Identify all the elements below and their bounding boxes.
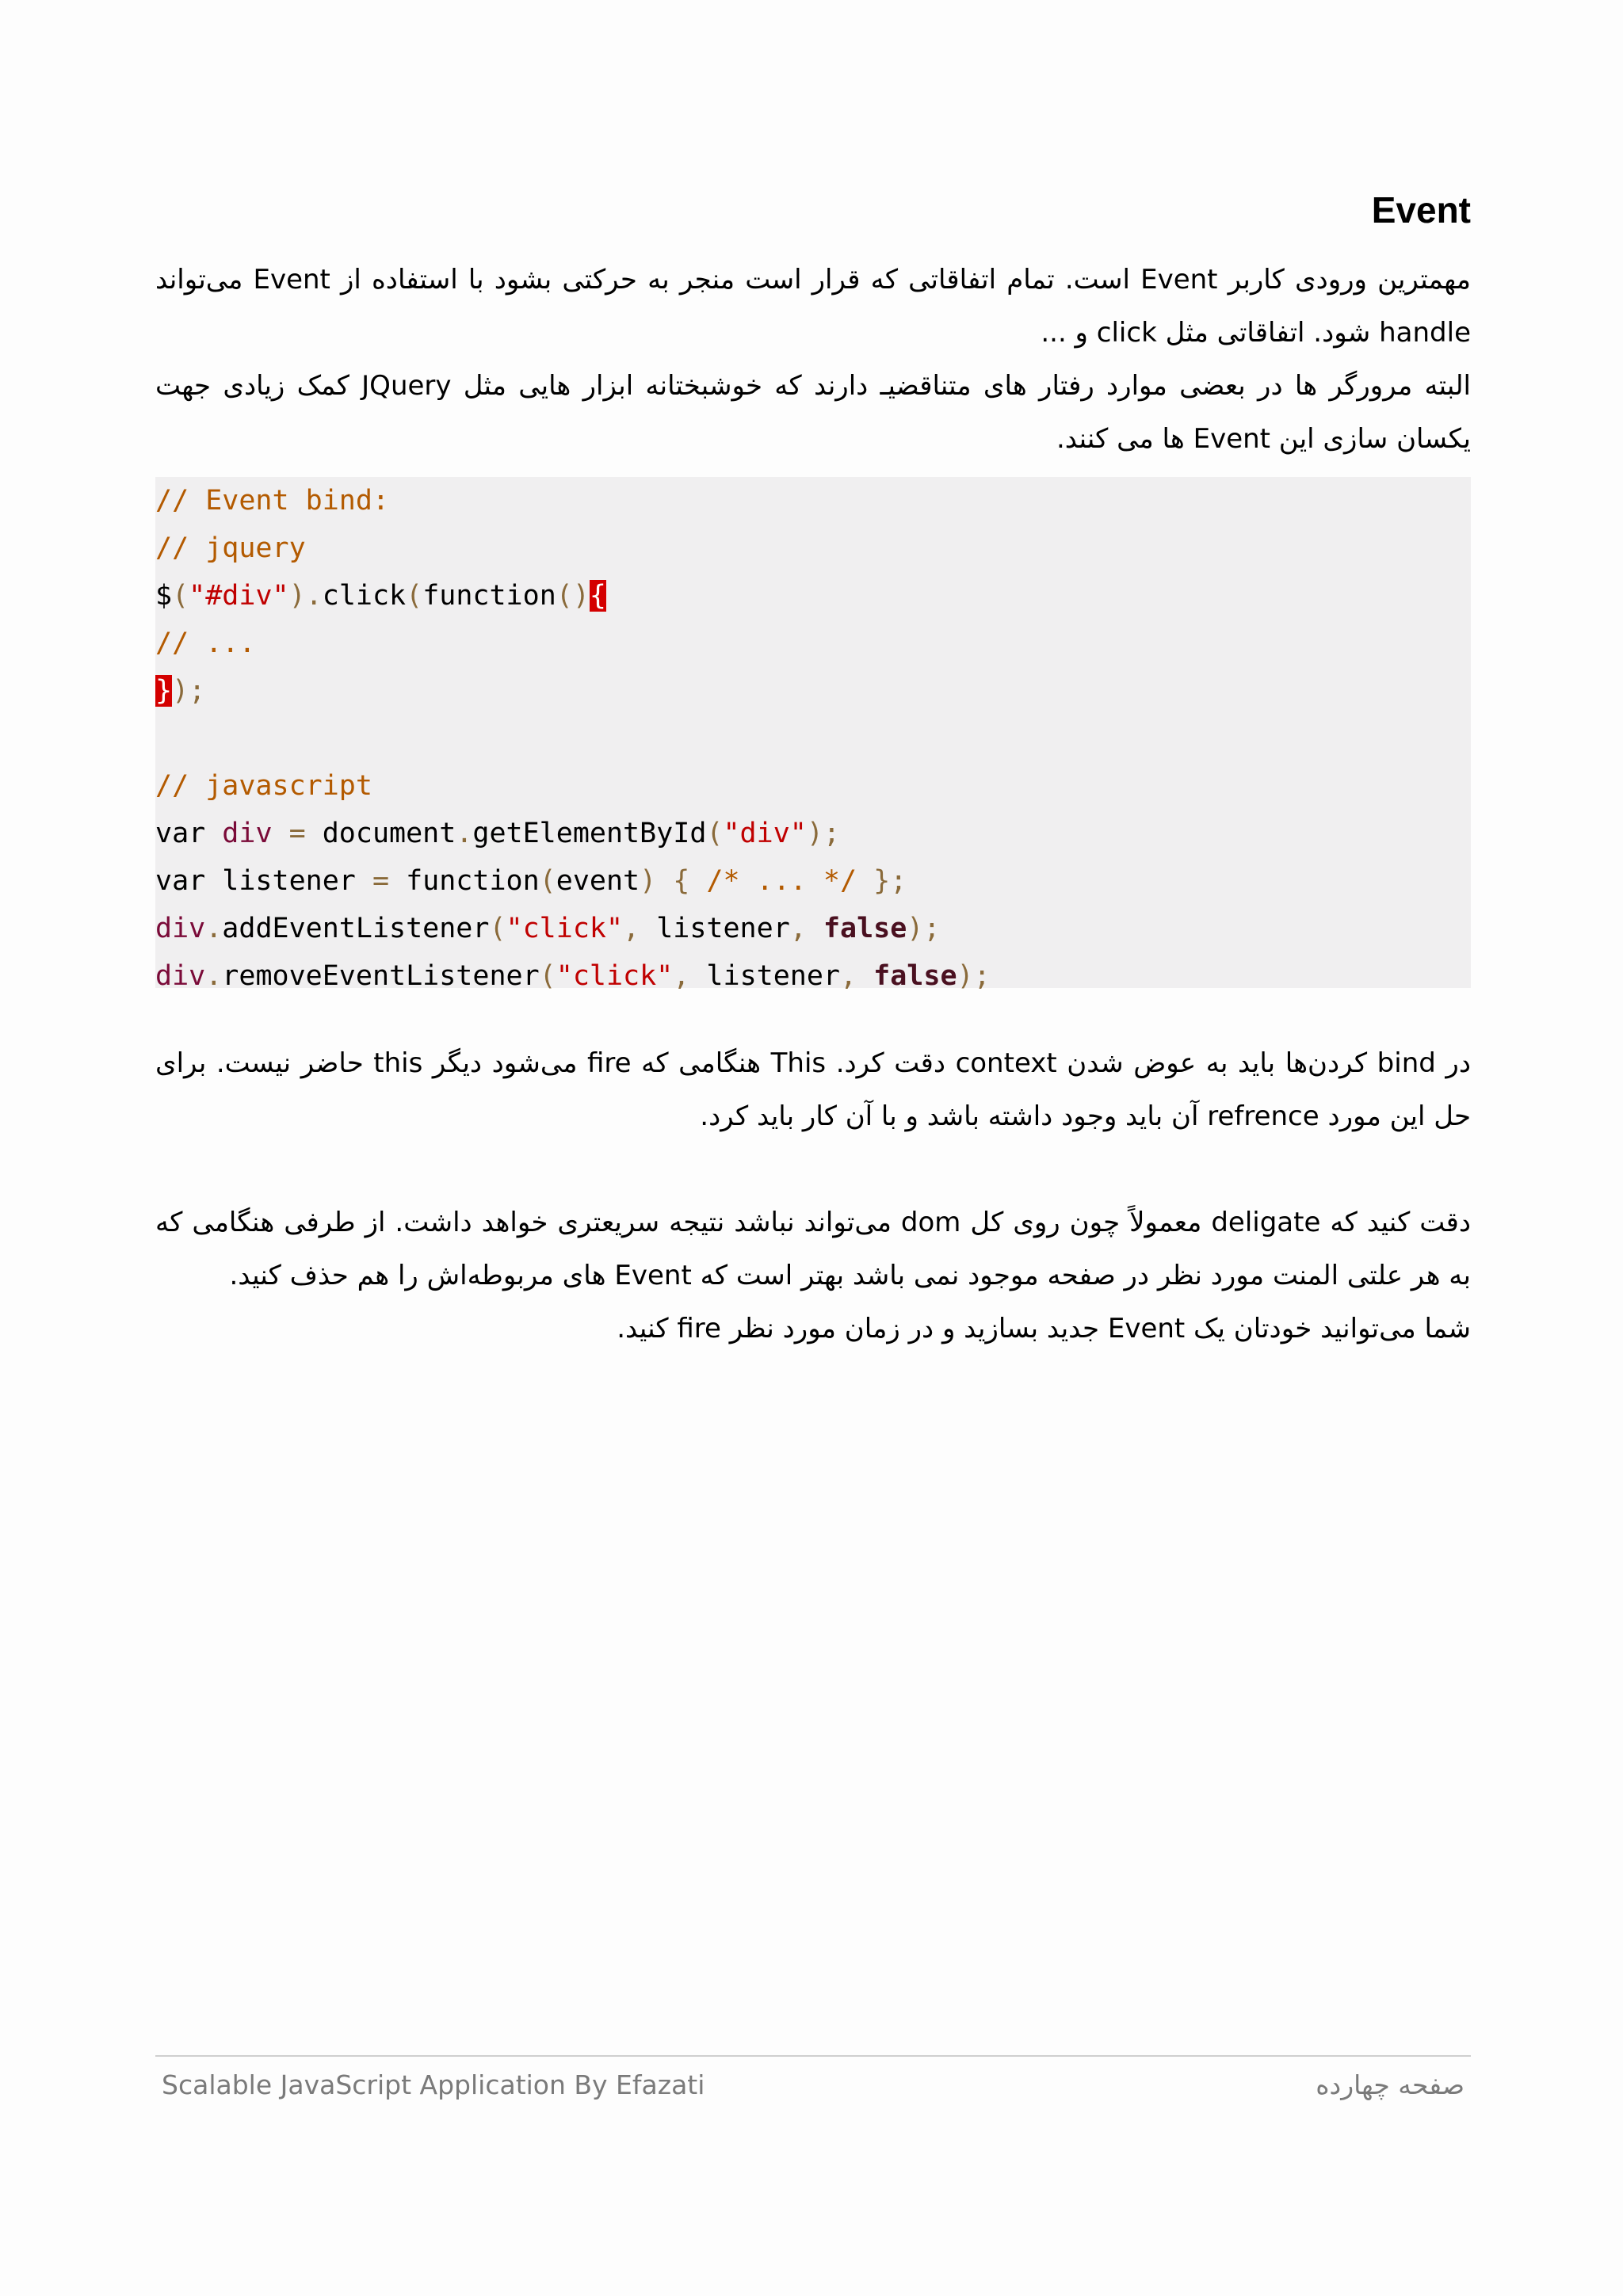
- code-blank-line: [155, 715, 1471, 762]
- paragraph-browsers: البته مرورگر ها در بعضی موارد رفتار های متناقضیـ دارند که خوشبختانه ابزار هایی مثل JQuery کمک زیادی جهت یکسان سازی این Event ها می کنند.: [155, 370, 1471, 455]
- code-line: var div = document.getElementById("div");: [155, 818, 840, 849]
- page-footer: [155, 2055, 1471, 2100]
- code-line: div.removeEventListener("click", listener, false);: [155, 960, 991, 992]
- paragraph-bind-context: در bind کردن‌ها باید به عوض شدن context دقت کرد. This هنگامی که fire می‌شود دیگر this حاضر نیست. برای حل این مورد refrence آن باید وجود داشته باشد و با آن کار باید کرد.: [155, 1047, 1471, 1132]
- code-line: div.addEventListener("click", listener, false);: [155, 913, 941, 944]
- code-line: // Event bind:: [155, 485, 390, 517]
- brace-highlight: {: [589, 580, 606, 612]
- paragraph-custom-event: شما می‌توانید خودتان یک Event جدید بسازید و در زمان مورد نظر fire کنید.: [617, 1313, 1471, 1344]
- footer-book-title: Scalable JavaScript Application By Efazati: [162, 2069, 705, 2100]
- section-heading: Event: [1371, 189, 1471, 231]
- code-line: // javascript: [155, 770, 372, 802]
- code-block: [155, 477, 1471, 992]
- code-line: var listener = function(event) { /* ... */ };: [155, 865, 907, 897]
- code-line: // jquery: [155, 532, 306, 564]
- brace-highlight: }: [155, 675, 173, 707]
- code-line: });: [155, 675, 206, 707]
- code-line: $("#div").click(function(){: [155, 580, 606, 612]
- paragraph-intro: مهمترین ورودی کاربر Event است. تمام اتفاقاتی که قرار است منجر به حرکتی بشود با استفاده از Event می‌تواند handle شود. اتفاقاتی مثل click و ...: [155, 264, 1471, 349]
- page-content: [155, 182, 1471, 1356]
- footer-page-number: صفحه چهارده: [1316, 2069, 1465, 2100]
- paragraph-delegate: دقت کنید که deligate معمولاً چون روی کل dom می‌تواند نباشد نتیجه سریعتری خواهد داشت. از طرفی هنگامی که به هر علتی المنت مورد نظر در صفحه موجود نمی باشد بهتر است که Event های مربوطه‌اش را هم حذف کنید.: [155, 1207, 1472, 1291]
- paragraph-spacer: [155, 1143, 1471, 1196]
- code-line: // ...: [155, 627, 256, 659]
